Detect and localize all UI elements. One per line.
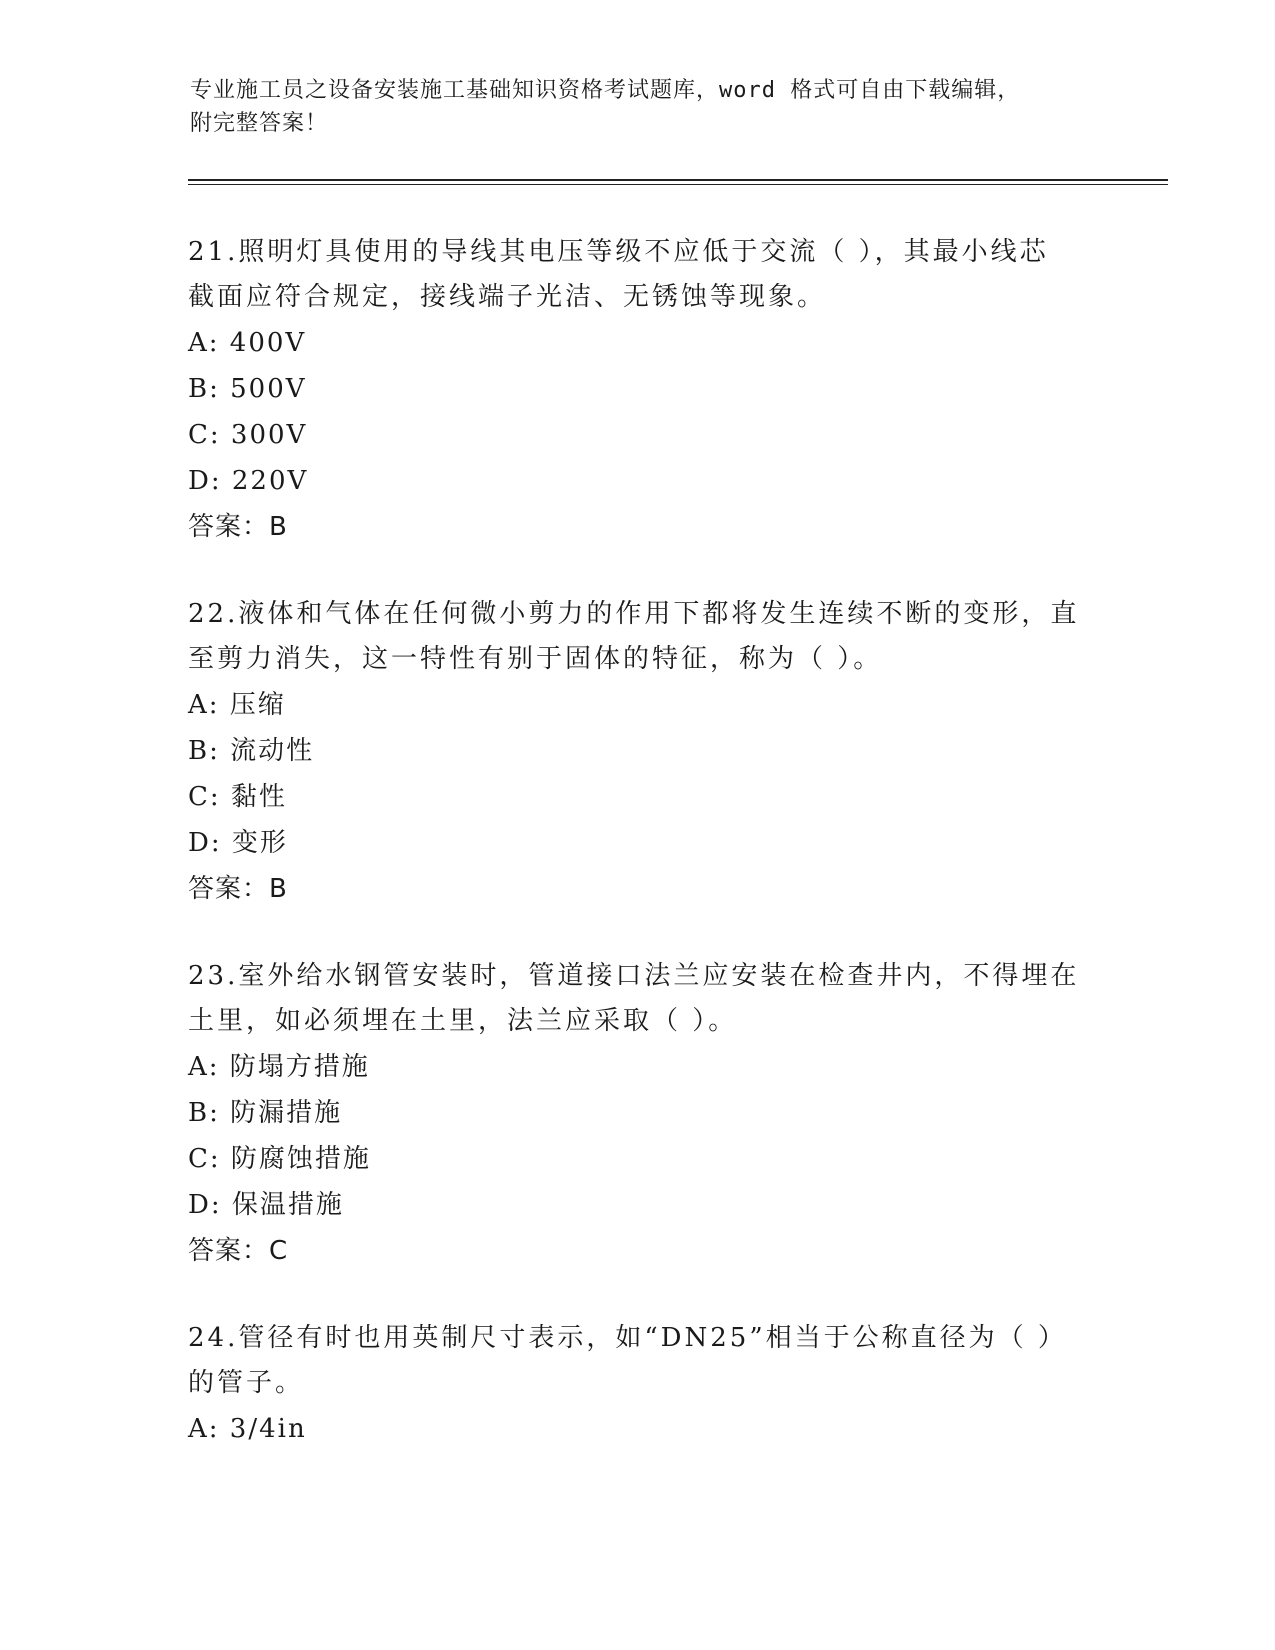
question-21	[188, 230, 1088, 550]
option-c: C: 300V	[188, 420, 308, 450]
option-a: A: 400V	[188, 328, 307, 358]
answer-label: 答案：B	[188, 874, 288, 904]
question-stem	[188, 1316, 1088, 1406]
option-b: B: 500V	[188, 374, 307, 404]
question-stem-line: 的管子。	[188, 1368, 305, 1398]
question-stem-line: 土里，如必须埋在土里，法兰应采取（ ）。	[188, 1006, 738, 1036]
question-stem-line: 22.液体和气体在任何微小剪力的作用下都将发生连续不断的变形，直	[188, 599, 1080, 629]
question-24	[188, 1316, 1088, 1452]
answer-label: 答案：B	[188, 512, 288, 542]
option-b: B: 防漏措施	[188, 1098, 343, 1128]
question-stem-line: 截面应符合规定，接线端子光洁、无锈蚀等现象。	[188, 282, 827, 312]
header-line-2: 附完整答案！	[190, 111, 329, 136]
question-stem	[188, 954, 1088, 1044]
question-23	[188, 954, 1088, 1274]
question-stem	[188, 592, 1088, 682]
option-a: A: 压缩	[188, 690, 286, 720]
question-stem-line: 24.管径有时也用英制尺寸表示，如“DN25”相当于公称直径为（ ）	[188, 1323, 1067, 1353]
question-stem	[188, 230, 1088, 320]
option-a: A: 3/4in	[188, 1414, 307, 1444]
option-a: A: 防塌方措施	[188, 1052, 370, 1082]
question-stem-line: 21.照明灯具使用的导线其电压等级不应低于交流（ ），其最小线芯	[188, 237, 1049, 267]
option-d: D: 保温措施	[188, 1190, 344, 1220]
option-b: B: 流动性	[188, 736, 315, 766]
header-divider-thin	[188, 184, 1168, 185]
question-22	[188, 592, 1088, 912]
header-line-1: 专业施工员之设备安装施工基础知识资格考试题库，word 格式可自由下载编辑，	[190, 78, 1021, 103]
option-d: D: 变形	[188, 828, 288, 858]
question-stem-line: 至剪力消失，这一特性有别于固体的特征，称为（ ）。	[188, 644, 883, 674]
option-c: C: 防腐蚀措施	[188, 1144, 371, 1174]
option-c: C: 黏性	[188, 782, 287, 812]
question-stem-line: 23.室外给水钢管安装时，管道接口法兰应安装在检查井内，不得埋在	[188, 961, 1080, 991]
document-header	[190, 74, 1090, 140]
header-divider-thick	[188, 179, 1168, 181]
answer-label: 答案：C	[188, 1236, 289, 1266]
option-d: D: 220V	[188, 466, 309, 496]
